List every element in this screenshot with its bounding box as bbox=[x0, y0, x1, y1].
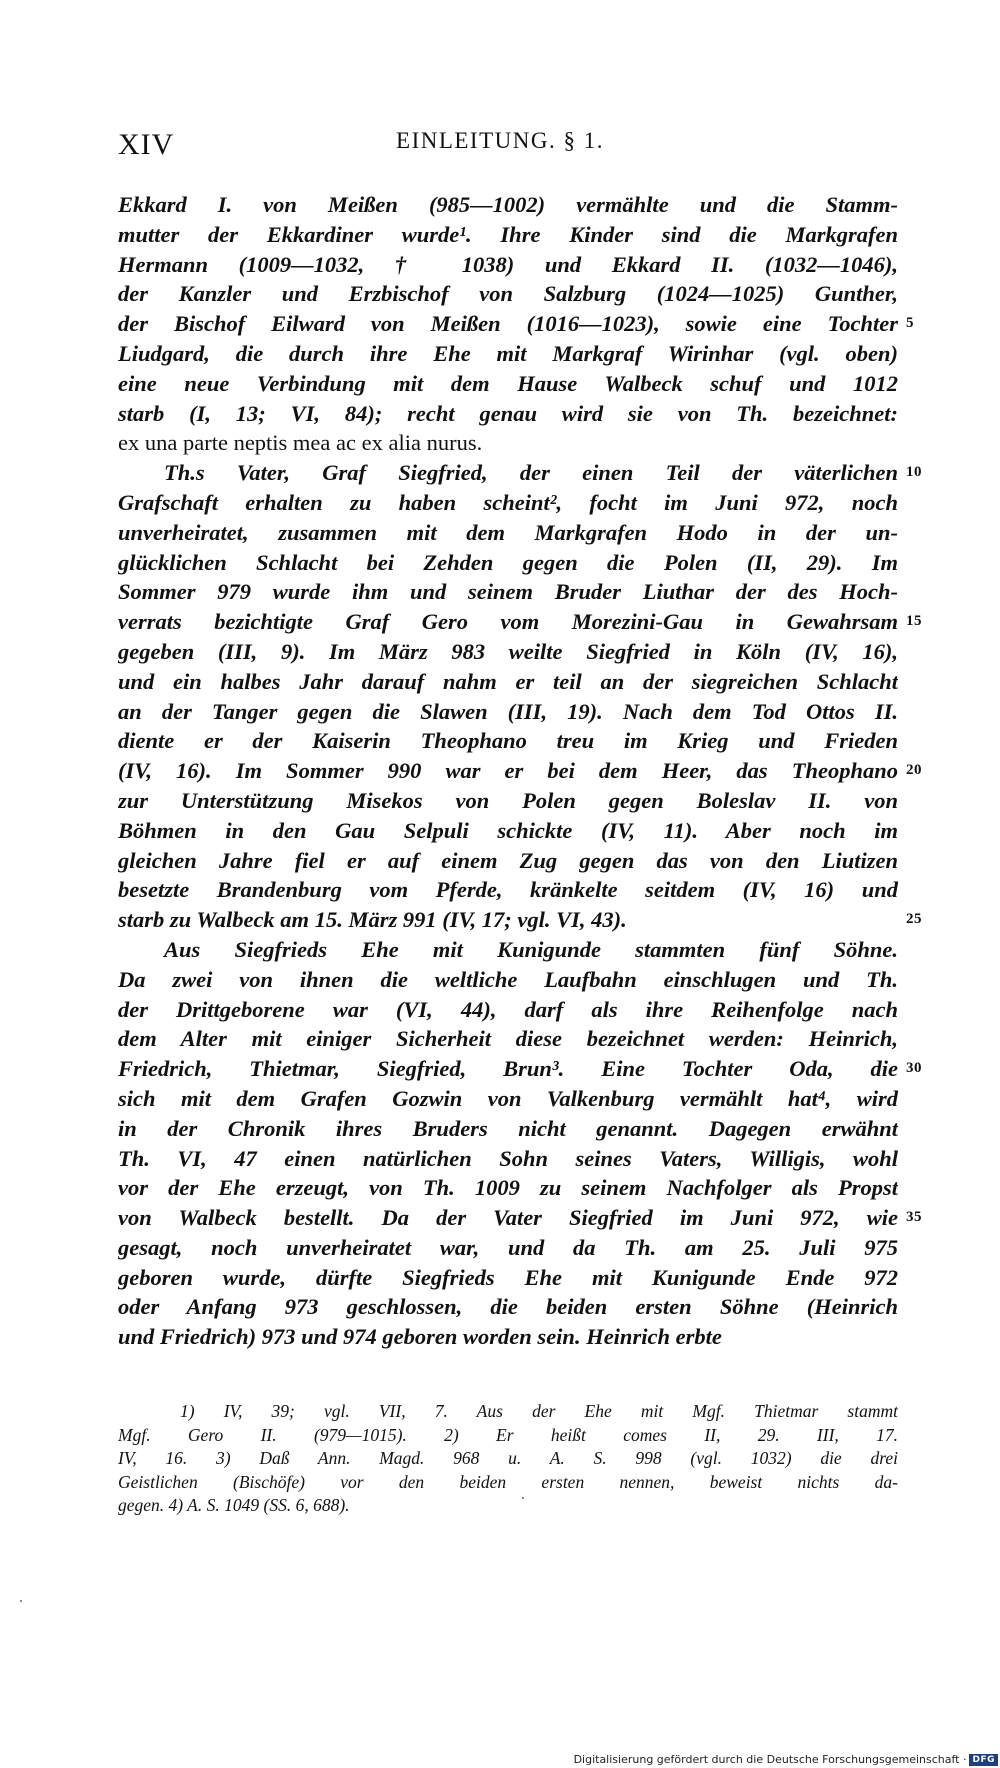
text-line-content: diente er der Kaiserin Theophano treu im Krieg und Frieden bbox=[118, 728, 898, 754]
text-line bbox=[118, 220, 898, 250]
text-line-content: starb zu Walbeck am 15. März 991 (IV, 17; vgl. VI, 43). bbox=[118, 907, 627, 933]
footnote-line bbox=[118, 1400, 898, 1424]
text-line bbox=[118, 369, 898, 399]
text-line-content: Ekkard I. von Meißen (985—1002) vermählte und die Stamm- bbox=[118, 192, 898, 217]
text-line-content: Böhmen in den Gau Selpuli schickte (IV, 11). Aber noch im bbox=[118, 817, 898, 843]
text-line-content: der Bischof Eilward von Meißen (1016—1023), sowie eine Tochter bbox=[118, 311, 898, 337]
text-line-content: Th. VI, 47 einen natürlichen Sohn seines Vaters, Willigis, wohl bbox=[118, 1145, 898, 1171]
text-line-content: der Drittgeborene war (VI, 44), darf als ihre Reihenfolge nach bbox=[118, 996, 898, 1022]
text-line bbox=[118, 995, 898, 1025]
footnote-line-content: Mgf. Gero II. (979—1015). 2) Er heißt comes II, 29. III, 17. bbox=[118, 1424, 898, 1445]
text-line-content: sich mit dem Grafen Gozwin von Valkenburg vermählt hat⁴, wird bbox=[118, 1085, 898, 1111]
text-line bbox=[118, 548, 898, 578]
text-line-content: und Friedrich) 973 und 974 geboren worden sein. Heinrich erbte bbox=[118, 1324, 722, 1350]
footnote-line-content: gegen. 4) A. S. 1049 (SS. 6, 688). bbox=[118, 1495, 350, 1515]
text-line bbox=[118, 905, 922, 935]
footnote-line bbox=[118, 1471, 898, 1495]
text-line-content: von Walbeck bestellt. Da der Vater Siegfried im Juni 972, wie bbox=[118, 1205, 898, 1231]
text-line bbox=[118, 697, 898, 727]
text-line-content: Th.s Vater, Graf Siegfried, der einen Teil der väterlichen bbox=[164, 460, 898, 486]
text-line bbox=[118, 399, 898, 429]
text-line bbox=[118, 1292, 898, 1322]
text-line-content: Sommer 979 wurde ihm und seinem Bruder Liuthar der des Hoch- bbox=[118, 579, 898, 605]
credit-text: Digitalisierung gefördert durch die Deutsche Forschungsgemeinschaft · bbox=[573, 1753, 967, 1766]
text-line-content: dem Alter mit einiger Sicherheit diese bezeichnet werden: Heinrich, bbox=[118, 1026, 898, 1052]
text-line-content: unverheiratet, zusammen mit dem Markgrafen Hodo in der un- bbox=[118, 519, 898, 545]
text-line bbox=[118, 667, 898, 697]
text-line-content: mutter der Ekkardiner wurde¹. Ihre Kinder sind die Markgrafen bbox=[118, 221, 898, 247]
text-line-content: ex una parte neptis mea ac ex alia nurus. bbox=[118, 430, 483, 456]
text-line bbox=[118, 846, 898, 876]
text-line-content: (IV, 16). Im Sommer 990 war er bei dem Heer, das Theophano bbox=[118, 758, 898, 784]
text-line bbox=[118, 279, 898, 309]
scan-speck bbox=[522, 1497, 524, 1499]
text-line bbox=[118, 458, 922, 488]
footnotes bbox=[118, 1400, 898, 1518]
footnote-line bbox=[118, 1494, 898, 1518]
page-number: XIV bbox=[118, 128, 175, 161]
line-number: 20 bbox=[906, 762, 922, 779]
text-line-content: Liudgard, die durch ihre Ehe mit Markgraf Wirinhar (vgl. oben) bbox=[118, 340, 898, 366]
text-line-content: Da zwei von ihnen die weltliche Laufbahn einschlugen und Th. bbox=[118, 966, 898, 992]
text-line bbox=[118, 816, 898, 846]
text-line bbox=[118, 309, 914, 339]
line-number: 15 bbox=[906, 613, 922, 630]
text-line bbox=[118, 637, 898, 667]
text-line bbox=[118, 965, 898, 995]
text-line-content: in der Chronik ihres Bruders nicht genannt. Dagegen erwähnt bbox=[118, 1115, 898, 1141]
text-line-content: gegeben (III, 9). Im März 983 weilte Siegfried in Köln (IV, 16), bbox=[118, 638, 898, 664]
text-line bbox=[118, 190, 898, 220]
line-number: 25 bbox=[906, 911, 922, 928]
text-line bbox=[118, 518, 898, 548]
footnote-line bbox=[118, 1447, 898, 1471]
text-line bbox=[118, 1114, 898, 1144]
text-line bbox=[118, 786, 898, 816]
text-line bbox=[118, 1084, 898, 1114]
text-line-content: an der Tanger gegen die Slawen (III, 19). Nach dem Tod Ottos II. bbox=[118, 698, 898, 724]
text-line bbox=[118, 1263, 898, 1293]
line-number: 10 bbox=[906, 464, 922, 481]
text-line bbox=[118, 756, 922, 786]
text-line bbox=[118, 726, 898, 756]
text-line bbox=[118, 1233, 898, 1263]
dfg-logo: DFG bbox=[969, 1754, 998, 1766]
text-line-content: starb (I, 13; VI, 84); recht genau wird sie von Th. bezeichnet: bbox=[118, 400, 898, 426]
text-line-content: gleichen Jahre fiel er auf einem Zug gegen das von den Liutizen bbox=[118, 847, 898, 873]
text-line-content: glücklichen Schlacht bei Zehden gegen die Polen (II, 29). Im bbox=[118, 549, 898, 575]
text-line bbox=[118, 428, 898, 458]
text-line-content: der Kanzler und Erzbischof von Salzburg (1024—1025) Gunther, bbox=[118, 281, 898, 307]
text-line bbox=[118, 1054, 922, 1084]
digitization-credit bbox=[574, 1753, 998, 1766]
text-line-content: zur Unterstützung Misekos von Polen gegen Boleslav II. von bbox=[118, 787, 898, 813]
text-line bbox=[118, 577, 898, 607]
footnote-line-content: Geistlichen (Bischöfe) vor den beiden ersten nennen, beweist nichts da- bbox=[118, 1471, 898, 1492]
footnote-line-content: 1) IV, 39; vgl. VII, 7. Aus der Ehe mit Mgf. Thietmar stammt bbox=[180, 1401, 898, 1421]
text-line bbox=[118, 1203, 922, 1233]
text-line-content: Hermann (1009—1032, † 1038) und Ekkard II. (1032—1046), bbox=[118, 251, 898, 277]
text-line-content: oder Anfang 973 geschlossen, die beiden ersten Söhne (Heinrich bbox=[118, 1294, 898, 1320]
text-line bbox=[118, 1173, 898, 1203]
text-line bbox=[118, 935, 898, 965]
line-number: 30 bbox=[906, 1060, 922, 1077]
scan-speck bbox=[20, 1600, 22, 1602]
text-line-content: gesagt, noch unverheiratet war, und da Th. am 25. Juli 975 bbox=[118, 1234, 898, 1260]
text-line bbox=[118, 339, 898, 369]
text-line bbox=[118, 1144, 898, 1174]
text-line-content: besetzte Brandenburg vom Pferde, kränkelte seitdem (IV, 16) und bbox=[118, 877, 898, 903]
text-line-content: eine neue Verbindung mit dem Hause Walbeck schuf und 1012 bbox=[118, 370, 898, 396]
line-number: 35 bbox=[906, 1209, 922, 1226]
footnote-line bbox=[118, 1424, 898, 1448]
text-line-content: Aus Siegfrieds Ehe mit Kunigunde stammten fünf Söhne. bbox=[164, 936, 898, 962]
text-line-content: Grafschaft erhalten zu haben scheint², focht im Juni 972, noch bbox=[118, 489, 898, 515]
running-head: EINLEITUNG. § 1. bbox=[396, 128, 604, 153]
body-text bbox=[118, 190, 922, 1352]
text-line-content: geboren wurde, dürfte Siegfrieds Ehe mit Kunigunde Ende 972 bbox=[118, 1264, 898, 1290]
text-line-content: vor der Ehe erzeugt, von Th. 1009 zu seinem Nachfolger als Propst bbox=[118, 1175, 898, 1201]
text-line bbox=[118, 1322, 898, 1352]
text-line-content: Friedrich, Thietmar, Siegfried, Brun³. Eine Tochter Oda, die bbox=[118, 1056, 898, 1082]
text-line-content: verrats bezichtigte Graf Gero vom Morezini-Gau in Gewahrsam bbox=[118, 609, 898, 635]
line-number: 5 bbox=[906, 315, 914, 332]
text-line bbox=[118, 250, 898, 280]
text-line bbox=[118, 607, 922, 637]
footnote-line-content: IV, 16. 3) Daß Ann. Magd. 968 u. A. S. 998 (vgl. 1032) die drei bbox=[118, 1448, 898, 1468]
text-line bbox=[118, 488, 898, 518]
text-line-content: und ein halbes Jahr darauf nahm er teil an der siegreichen Schlacht bbox=[118, 668, 898, 694]
text-line bbox=[118, 875, 898, 905]
text-line bbox=[118, 1024, 898, 1054]
